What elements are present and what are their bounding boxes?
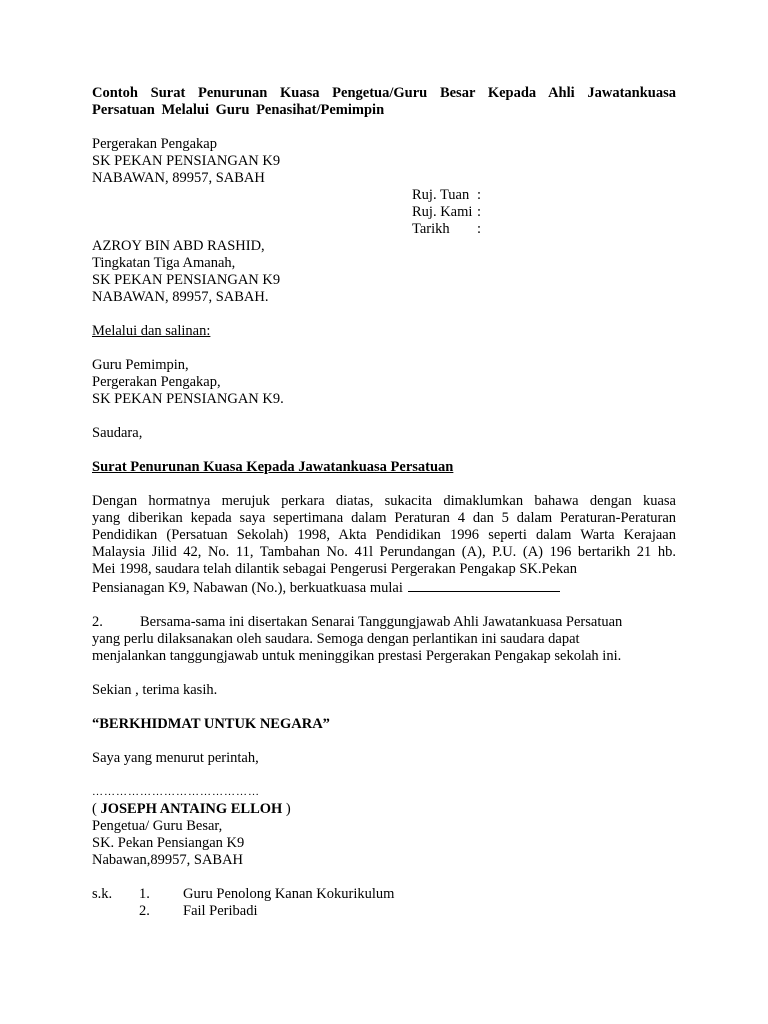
effective-date-blank — [408, 578, 560, 592]
letter-title — [92, 85, 676, 119]
ref-sep: : — [477, 221, 482, 237]
recipient-line: SK PEKAN PENSIANGAN K9 — [92, 272, 281, 288]
cc-item — [92, 886, 676, 903]
paragraph-text: Bersama-sama ini disertakan Senarai Tanggungjawab Ahli Jawatankuasa Persatuan — [140, 614, 623, 630]
paragraph-line-last — [92, 578, 676, 597]
name-text: JOSEPH ANTAING ELLOH — [100, 801, 283, 817]
paragraph-2 — [92, 614, 676, 665]
sender-line: Pergerakan Pengakap — [92, 136, 217, 152]
cc-label: s.k. — [92, 886, 113, 902]
paragraph-line: Dengan hormatnya merujuk perkara diatas, sukacita dimaklumkan bahawa dengan kuasa — [92, 493, 676, 509]
via-address — [92, 357, 676, 408]
via-line: Pergerakan Pengakap, — [92, 374, 221, 390]
cc-list — [92, 886, 676, 920]
cc-text: Fail Peribadi — [183, 903, 258, 919]
paragraph-number: 2. — [92, 614, 103, 630]
letter-page — [92, 85, 676, 920]
cc-item — [92, 903, 676, 920]
paragraph-line: Malaysia Jilid 42, No. 11, Tambahan No. 41l Perundangan (A), P.U. (A) 196 bertarikh 21 hb. — [92, 544, 676, 560]
ref-row — [412, 187, 676, 204]
name-bracket: ) — [282, 801, 291, 817]
signatory-line: SK. Pekan Pensiangan K9 — [92, 835, 245, 851]
cc-number: 1. — [139, 886, 150, 902]
paragraph-1 — [92, 493, 676, 597]
name-bracket: ( — [92, 801, 101, 817]
signature-line: …………………………………… — [92, 786, 260, 798]
sender-address — [92, 136, 676, 187]
signature-block — [92, 784, 676, 869]
ref-row — [412, 204, 676, 221]
paragraph-line: yang perlu dilaksanakan oleh saudara. Semoga dengan perlantikan ini saudara dapat — [92, 631, 580, 647]
title-line-1: Contoh Surat Penurunan Kuasa Pengetua/Guru Besar Kepada Ahli Jawatankuasa — [92, 85, 676, 101]
signatory-line: Nabawan,89957, SABAH — [92, 852, 244, 868]
cc-text: Guru Penolong Kanan Kokurikulum — [183, 886, 395, 902]
sender-line: SK PEKAN PENSIANGAN K9 — [92, 153, 281, 169]
title-line-2: Persatuan Melalui Guru Penasihat/Pemimpin — [92, 102, 385, 118]
closing: Sekian , terima kasih. — [92, 682, 218, 698]
ref-sep: : — [477, 204, 482, 220]
ref-label: Tarikh — [412, 221, 450, 237]
paragraph-line: menjalankan tanggungjawab untuk meninggikan prestasi Pergerakan Pengakap sekolah ini. — [92, 648, 622, 664]
sign-off: Saya yang menurut perintah, — [92, 750, 259, 766]
cc-number: 2. — [139, 903, 150, 919]
sender-line: NABAWAN, 89957, SABAH — [92, 170, 265, 186]
reference-block — [412, 187, 676, 238]
via-label: Melalui dan salinan: — [92, 323, 211, 339]
ref-label: Ruj. Kami — [412, 204, 473, 220]
ref-label: Ruj. Tuan — [412, 187, 470, 203]
via-line: SK PEKAN PENSIANGAN K9. — [92, 391, 284, 407]
paragraph-line: yang diberikan kepada saya sepertimana dalam Peraturan 4 dan 5 dalam Peraturan-Peraturan — [92, 510, 676, 526]
recipient-line: AZROY BIN ABD RASHID, — [92, 238, 265, 254]
signatory-line: Pengetua/ Guru Besar, — [92, 818, 223, 834]
paragraph-line: Mei 1998, saudara telah dilantik sebagai Pengerusi Pergerakan Pengakap SK.Pekan — [92, 561, 577, 577]
signatory-name — [92, 801, 676, 818]
effective-date-label: Pensianagan K9, Nabawan (No.), berkuatkuasa mulai — [92, 580, 403, 596]
via-line: Guru Pemimpin, — [92, 357, 189, 373]
ref-sep: : — [477, 187, 482, 203]
ref-row — [412, 221, 676, 238]
letter-subject: Surat Penurunan Kuasa Kepada Jawatankuasa Persatuan — [92, 459, 454, 475]
salutation: Saudara, — [92, 425, 143, 441]
paragraph-line: Pendidikan (Persatuan Sekolah) 1998, Akta Pendidikan 1996 seperti dalam Warta Kerajaan — [92, 527, 676, 543]
recipient-line: Tingkatan Tiga Amanah, — [92, 255, 236, 271]
recipient-line: NABAWAN, 89957, SABAH. — [92, 289, 269, 305]
paragraph-line — [92, 614, 676, 631]
recipient-address — [92, 238, 676, 306]
motto: “BERKHIDMAT UNTUK NEGARA” — [92, 716, 330, 732]
